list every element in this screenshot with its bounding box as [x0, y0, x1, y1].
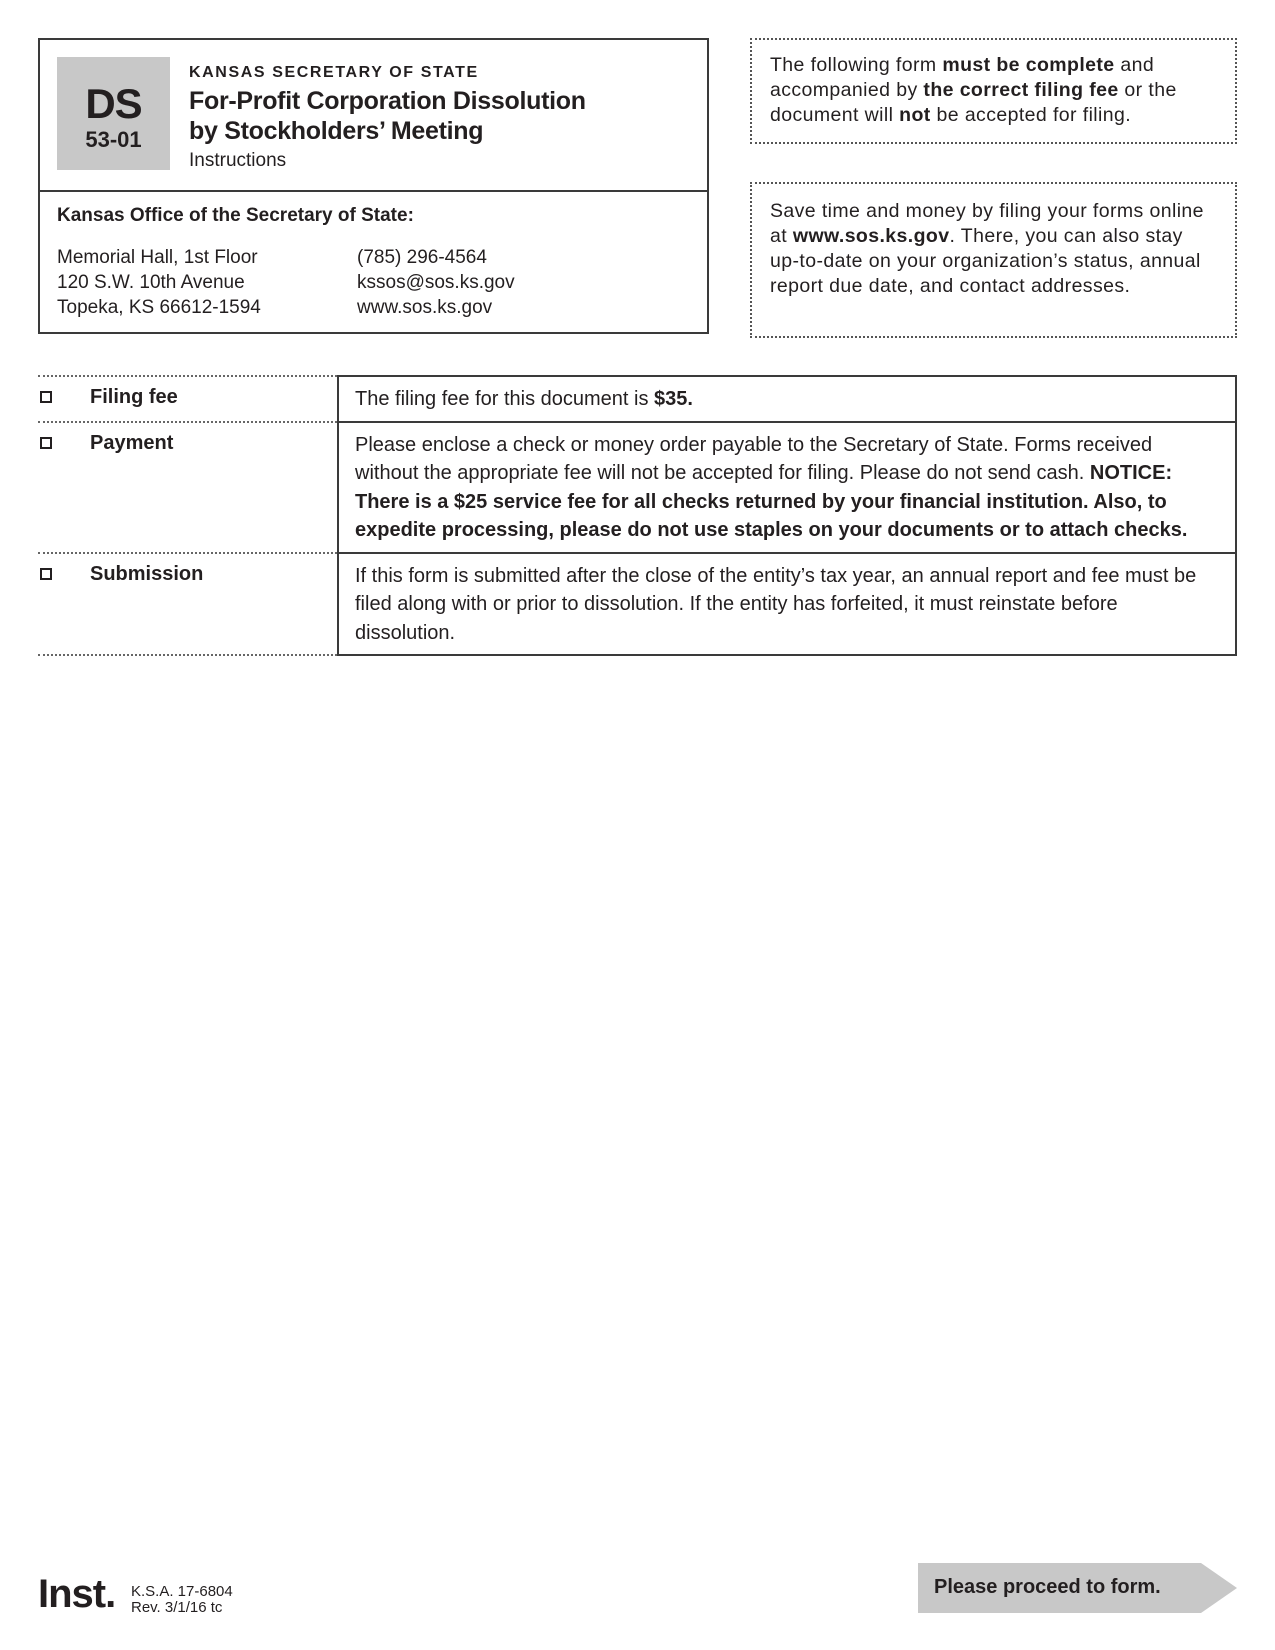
checkbox-filing-fee[interactable] — [40, 391, 52, 403]
description-text: Please enclose a check or money order payable to the Secretary of State. Forms received without the appropriate fee will not be accepted for filing. Please do not send cash. — [355, 433, 1153, 484]
checklist-label: Payment — [90, 431, 174, 454]
website-link[interactable]: www.sos.ks.gov — [792, 225, 950, 247]
checklist-row-filing-fee — [38, 375, 1237, 421]
notice-text: and accompanied by — [770, 54, 1155, 101]
description-emphasis: NOTICE: There is a $25 service fee for all checks returned by your financial institution. Also, to expedite processing, please do not use staples on your documents or to attach checks. — [355, 462, 1188, 541]
checklist-row-payment — [38, 421, 1237, 552]
notice-text: The following form — [770, 54, 943, 76]
form-title-line2: by Stockholders’ Meeting — [189, 117, 484, 145]
form-number: 53-01 — [85, 127, 142, 152]
office-contact — [357, 245, 515, 320]
proceed-label: Please proceed to form. — [934, 1576, 1161, 1598]
checklist-label: Submission — [90, 562, 204, 585]
checklist-item — [38, 375, 337, 421]
address-line: Memorial Hall, 1st Floor — [57, 247, 258, 268]
form-code-badge — [57, 57, 170, 170]
office-email[interactable]: kssos@sos.ks.gov — [357, 272, 515, 293]
description-text: If this form is submitted after the close of the entity’s tax year, an annual report and fee must be filed along with or prior to dissolution. If the entity has forfeited, it must reinstate before dissolution. — [355, 564, 1197, 644]
office-website[interactable]: www.sos.ks.gov — [357, 297, 493, 318]
notice-text: . There, you can also stay up-to-date on your organization’s status, annual report due date, and contact addresses. — [770, 225, 1201, 297]
form-code: DS — [85, 80, 142, 127]
checklist-description — [337, 375, 1237, 421]
address-line: 120 S.W. 10th Avenue — [57, 272, 245, 293]
statute-revision — [131, 1584, 233, 1616]
revision-date: Rev. 3/1/16 tc — [131, 1599, 223, 1616]
online-filing-notice — [750, 182, 1237, 338]
address-line: Topeka, KS 66612-1594 — [57, 297, 261, 318]
notice-text: Save time and money by filing your forms online at — [770, 200, 1204, 247]
notice-text: or the document will — [770, 79, 1177, 126]
form-header — [38, 38, 709, 334]
office-phone: (785) 296-4564 — [357, 247, 487, 268]
instructions-mark: Inst. — [38, 1572, 116, 1616]
instruction-checklist — [38, 375, 1237, 656]
completeness-notice — [750, 38, 1237, 144]
notice-emphasis: not — [899, 104, 931, 126]
notice-text: be accepted for filing. — [930, 104, 1132, 126]
checklist-row-submission — [38, 552, 1237, 657]
notice-emphasis: the correct filing fee — [923, 79, 1119, 101]
statute-reference: K.S.A. 17-6804 — [131, 1583, 233, 1600]
checklist-item — [38, 552, 337, 657]
checkbox-submission[interactable] — [40, 568, 52, 580]
checklist-description — [337, 421, 1237, 552]
office-heading: Kansas Office of the Secretary of State: — [57, 205, 414, 226]
office-address — [57, 245, 261, 320]
proceed-to-form-button[interactable] — [918, 1563, 1237, 1613]
form-title-block — [40, 40, 707, 192]
checklist-description — [337, 552, 1237, 657]
form-subtitle: Instructions — [189, 150, 287, 171]
form-title-line1: For-Profit Corporation Dissolution — [189, 87, 586, 115]
description-text: The filing fee for this document is — [355, 388, 655, 410]
notice-emphasis: must be complete — [942, 54, 1115, 76]
agency-name: KANSAS SECRETARY OF STATE — [189, 64, 479, 81]
checklist-label: Filing fee — [90, 386, 178, 408]
checkbox-payment[interactable] — [40, 437, 52, 449]
description-emphasis: $35. — [654, 388, 693, 410]
checklist-item — [38, 421, 337, 552]
